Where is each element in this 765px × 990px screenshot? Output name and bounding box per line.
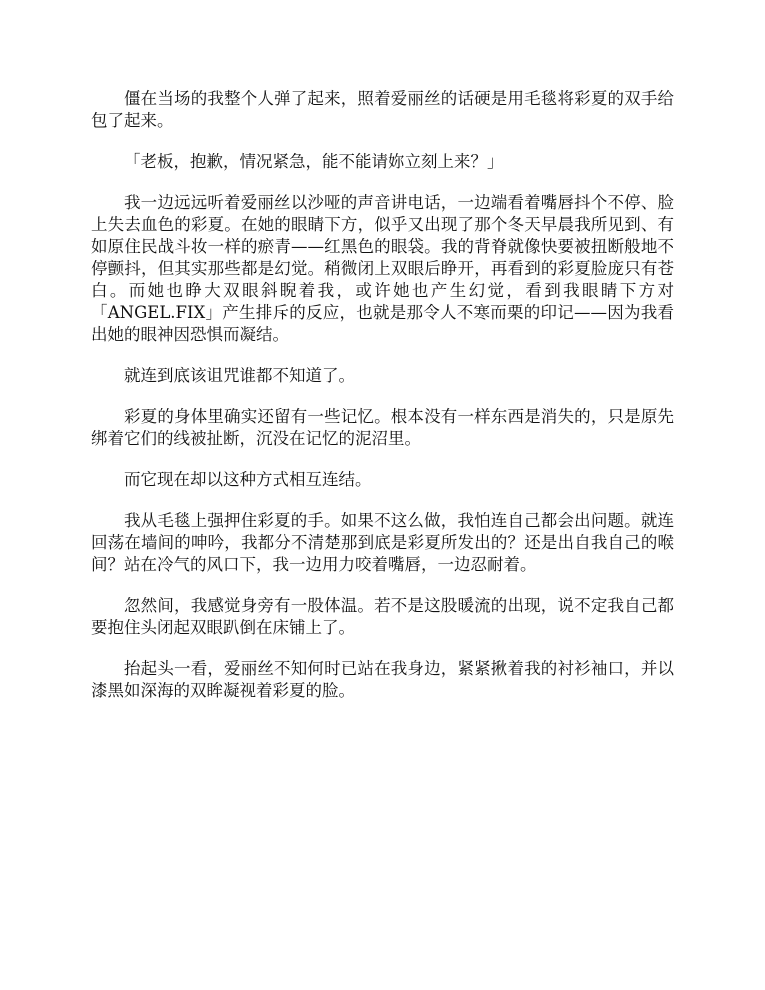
paragraph-8: 忽然间，我感觉身旁有一股体温。若不是这股暖流的出现，说不定我自己都要抱住头闭起双眼趴倒在床铺上了。 <box>91 596 674 637</box>
paragraph-7: 我从毛毯上强押住彩夏的手。如果不这么做，我怕连自己都会出问题。就连回荡在墙间的呻吟，我都分不清楚那到底是彩夏所发出的？还是出自我自己的喉间？站在冷气的风口下，我一边用力咬着嘴唇，一边忍耐着。 <box>91 511 674 574</box>
paragraph-2: 「老板，抱歉，情况紧急，能不能请妳立刻上来？」 <box>124 152 504 171</box>
paragraph-1: 僵在当场的我整个人弹了起来，照着爱丽丝的话硬是用毛毯将彩夏的双手给包了起来。 <box>91 89 674 130</box>
paragraph-5: 彩夏的身体里确实还留有一些记忆。根本没有一样东西是消失的，只是原先绑着它们的线被扯断，沉没在记忆的泥沼里。 <box>91 407 674 448</box>
paragraph-6: 而它现在却以这种方式相互连结。 <box>124 470 372 489</box>
paragraph-9: 抬起头一看，爱丽丝不知何时已站在我身边，紧紧揪着我的衬衫袖口，并以漆黑如深海的双眸凝视着彩夏的脸。 <box>91 659 674 700</box>
paragraph-4: 就连到底该诅咒谁都不知道了。 <box>124 366 355 385</box>
paragraph-3: 我一边远远听着爱丽丝以沙哑的声音讲电话，一边端看着嘴唇抖个不停、脸上失去血色的彩夏。在她的眼睛下方，似乎又出现了那个冬天早晨我所见到、有如原住民战斗妆一样的瘀青——红黑色的眼袋。我的背脊就像快要被扭断般地不停颤抖，但其实那些都是幻觉。稍微闭上双眼后睁开，再看到的彩夏脸庞只有苍白。而她也睁大双眼斜睨着我，或许她也产生幻觉，看到我眼睛下方对「ANGEL.FIX」产生排斥的反应，也就是那令人不寒而栗的印记——因为我看出她的眼神因恐惧而凝结。 <box>91 193 674 344</box>
body-text <box>91 88 674 721</box>
